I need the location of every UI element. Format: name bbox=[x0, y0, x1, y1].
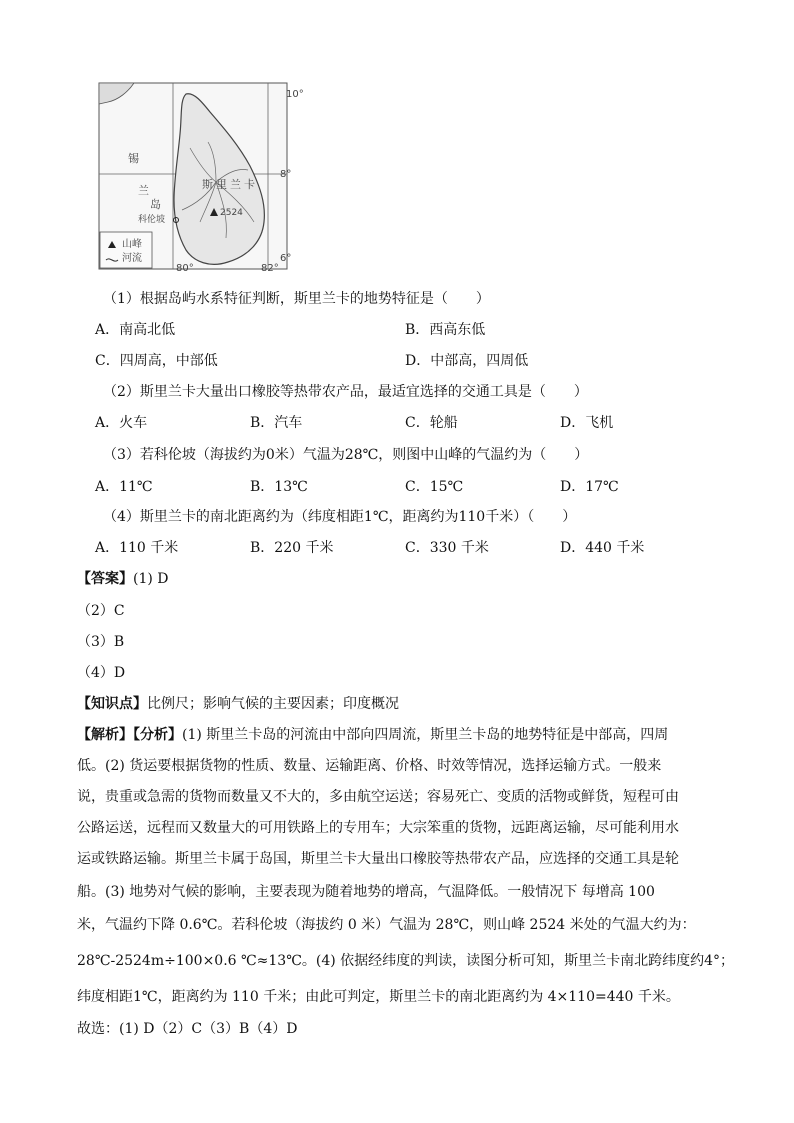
analysis-line-8: 纬度相距1℃，距离约为 110 千米；由此可判定，斯里兰卡的南北距离约为 4×110=440 千米。 bbox=[77, 989, 680, 1005]
question-3-option-a: A．11℃ bbox=[95, 479, 153, 495]
question-4-option-b: B．220 千米 bbox=[250, 540, 334, 556]
question-3-option-d: D．17℃ bbox=[560, 479, 619, 495]
center-label-a: 斯 bbox=[202, 178, 213, 191]
lon-label-80: 80° bbox=[176, 263, 194, 274]
center-label-b: 里 bbox=[216, 178, 227, 191]
legend-river-label: 河流 bbox=[122, 253, 142, 264]
question-4-option-a: A．110 千米 bbox=[95, 540, 179, 556]
question-2-option-a: A．火车 bbox=[95, 415, 148, 431]
legend-peak-label: 山峰 bbox=[122, 239, 142, 250]
question-4-option-d: D．440 千米 bbox=[560, 540, 645, 556]
answer-row bbox=[77, 570, 169, 588]
answer-line-1: (1) D bbox=[133, 571, 169, 587]
question-2-option-b: B．汽车 bbox=[250, 415, 303, 431]
question-3-option-b: B．13℃ bbox=[250, 479, 308, 495]
lat-label-6: 6° bbox=[280, 253, 292, 264]
analysis-conclusion: 故选：(1) D（2）C（3）B（4）D bbox=[77, 1021, 298, 1037]
answer-label: 【答案】 bbox=[77, 571, 133, 587]
question-4-stem: （4）斯里兰卡的南北距离约为（纬度相距1℃，距离约为110千米）（ ） bbox=[103, 509, 577, 525]
question-1-stem: （1）根据岛屿水系特征判断，斯里兰卡的地势特征是（ ） bbox=[103, 291, 490, 307]
answer-line-3: （3）B bbox=[77, 634, 125, 650]
question-2-option-c: C．轮船 bbox=[405, 415, 458, 431]
lon-label-82: 82° bbox=[261, 263, 279, 274]
analysis-line-6: 米，气温约下降 0.6℃。若科伦坡（海拔约 0 米）气温为 28℃，则山峰 2524 米处的气温大约为： bbox=[77, 917, 696, 933]
lat-label-10: 10° bbox=[286, 89, 304, 100]
sri-lanka-map bbox=[98, 82, 304, 276]
analysis-sublabel: 【分析】 bbox=[133, 727, 182, 743]
lat-label-8: 8° bbox=[280, 169, 292, 180]
island-label-a: 锡 bbox=[128, 152, 139, 165]
center-label-c: 兰 bbox=[230, 178, 241, 191]
question-1-option-c: C．四周高，中部低 bbox=[95, 353, 218, 369]
island-label-b: 兰 bbox=[138, 184, 149, 197]
question-4-option-c: C．330 千米 bbox=[405, 540, 489, 556]
center-label-d: 卡 bbox=[244, 178, 255, 191]
question-3-option-c: C．15℃ bbox=[405, 479, 464, 495]
question-1-option-a: A．南高北低 bbox=[95, 322, 176, 338]
analysis-line-3: 公路运送，远程而又数量大的可用铁路上的专用车；大宗笨重的货物，远距离运输，尽可能利用水 bbox=[77, 820, 679, 836]
question-3-stem: （3）若科伦坡（海拔约为0米）气温为28℃，则图中山峰的气温约为（ ） bbox=[103, 447, 589, 463]
question-2-stem: （2）斯里兰卡大量出口橡胶等热带农产品，最适宜选择的交通工具是（ ） bbox=[103, 384, 588, 400]
analysis-label: 【解析】 bbox=[77, 727, 133, 743]
answer-line-2: （2）C bbox=[77, 603, 125, 619]
knowledge-label: 【知识点】 bbox=[77, 696, 147, 712]
analysis-line-2: 说，贵重或急需的货物而数量又不大的，多由航空运送；容易死亡、变质的活物或鲜货，短程可由 bbox=[77, 789, 679, 805]
peak-value-label: 2524 bbox=[220, 208, 243, 218]
knowledge-row bbox=[77, 695, 399, 713]
city-label: 科伦坡 bbox=[138, 215, 166, 225]
question-2-option-d: D．飞机 bbox=[560, 415, 614, 431]
analysis-line-1: 低。(2) 货运要根据货物的性质、数量、运输距离、价格、时效等情况，选择运输方式。一般来 bbox=[77, 758, 662, 774]
knowledge-text: 比例尺；影响气候的主要因素；印度概况 bbox=[147, 696, 399, 712]
analysis-line-5: 船。(3) 地势对气候的影响，主要表现为随着地势的增高，气温降低。一般情况下 每增高 100 bbox=[77, 884, 655, 900]
question-1-option-b: B．西高东低 bbox=[405, 322, 486, 338]
analysis-line-7: 28℃-2524m÷100×0.6 ℃≈13℃。(4) 依据经纬度的判读，读图分析可知，斯里兰卡南北跨纬度约4°； bbox=[77, 953, 735, 969]
analysis-line-4: 运或铁路运输。斯里兰卡属于岛国，斯里兰卡大量出口橡胶等热带农产品，应选择的交通工具是轮 bbox=[77, 851, 679, 867]
island-label-c: 岛 bbox=[150, 198, 161, 211]
question-1-option-d: D．中部高，四周低 bbox=[405, 353, 529, 369]
answer-line-4: （4）D bbox=[77, 665, 126, 681]
analysis-first-line: (1) 斯里兰卡岛的河流由中部向四周流，斯里兰卡岛的地势特征是中部高，四周 bbox=[182, 727, 669, 743]
analysis-row-1 bbox=[77, 726, 668, 744]
